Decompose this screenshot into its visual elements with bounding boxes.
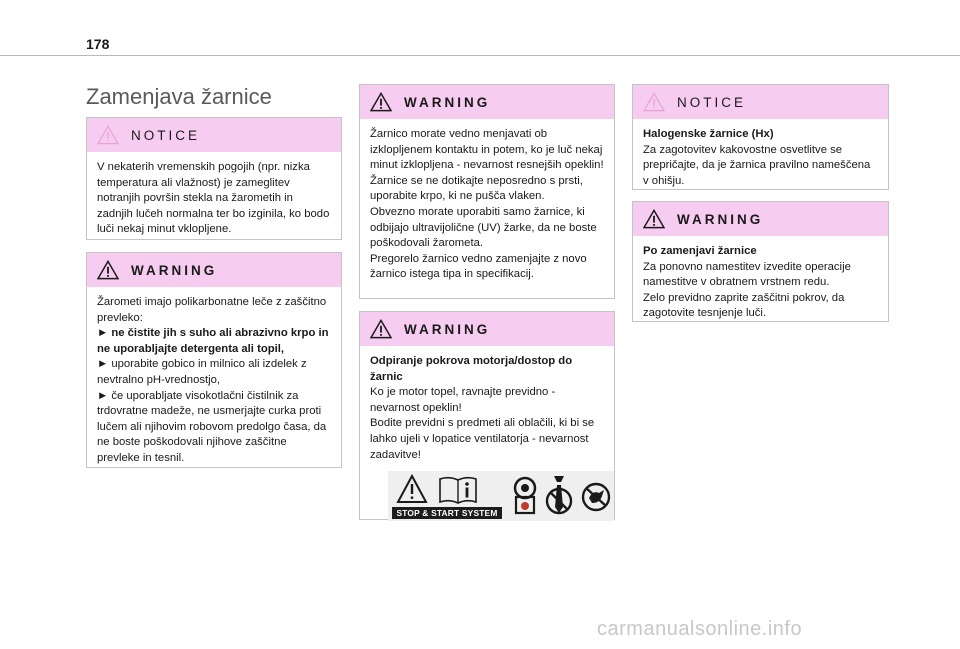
page-number: 178 xyxy=(86,36,110,52)
warning-text-reverse-order: Za ponovno namestitev izvedite operacije namestitve v obratnem vrstnem redu. xyxy=(643,260,851,289)
warning-title: Odpiranje pokrova motorja/dostop do žarnic xyxy=(370,355,573,383)
section-title: Zamenjava žarnice xyxy=(86,84,272,109)
notice-triangle-icon xyxy=(97,125,119,145)
watermark: carmanualsonline.info xyxy=(597,618,803,640)
warning-label: WARNING xyxy=(677,211,764,227)
safety-pictograms xyxy=(388,471,614,521)
warning-header xyxy=(633,202,888,236)
warning-bullet-sponge: ► uporabite gobico in milnico ali izdelek z nevtralno pH-vrednostjo, xyxy=(97,358,307,386)
manual-book-icon xyxy=(438,475,478,505)
warning-text-uv: Obvezno morate uporabiti samo žarnice, ki odbijajo ultravijolične (UV) žarke, da ne boste poškodovali žarometa. xyxy=(370,205,597,250)
no-tie-icon xyxy=(544,473,574,519)
notice-text: V nekaterih vremenskih pogojih (npr. nizka temperatura ali vlažnost) je zameglitev notranjih površin stekla na žarometih in zadnjih lučeh normalna ter bo izginila, ko bodo luči nekaj minut vklopljene. xyxy=(97,161,330,236)
warning-box-after-replacement xyxy=(632,201,889,322)
warning-bullet-pressure-washer: ► če uporabljate visokotlačni čistilnik za trdovratne madeže, ne usmerjajte curka proti lučem ali njihovim robovom predolgo časa, da ne boste poškodovali njihove zaščitne prevleke in tesnil. xyxy=(97,389,327,464)
warning-text-burns: Žarnico morate vedno menjavati ob izklopljenem kontaktu in potem, ko je luč nekaj minut izklopljena - nevarnost resnejših opeklin! xyxy=(370,128,604,172)
notice-label: NOTICE xyxy=(131,127,201,143)
notice-title: Halogenske žarnice (Hx) xyxy=(643,128,774,140)
stop-start-label: STOP & START SYSTEM xyxy=(392,507,502,519)
notice-triangle-icon xyxy=(643,92,665,112)
notice-body xyxy=(633,119,888,197)
notice-label: NOTICE xyxy=(677,94,747,110)
warning-text-close-cover: Zelo previdno zaprite zaščitni pokrov, da zagotovite tesnjenje luči. xyxy=(643,291,845,320)
warning-header xyxy=(87,253,341,287)
no-hand-fan-icon xyxy=(580,481,612,513)
warning-label: WARNING xyxy=(131,262,218,278)
notice-box-condensation xyxy=(86,117,342,240)
warning-intro: Žarometi imajo polikarbonatne leče z zaščitno prevleko: xyxy=(97,296,327,324)
warning-body xyxy=(633,236,888,330)
warning-box-bonnet xyxy=(359,311,615,520)
warning-text-no-touch: Žarnice se ne dotikajte neposredno s prsti, uporabite krpo, ki ne pušča vlaken. xyxy=(370,174,583,203)
fan-belt-icon xyxy=(512,475,538,519)
notice-header xyxy=(87,118,341,152)
warning-box-bulb-handling xyxy=(359,84,615,299)
notice-text: Za zagotovitev kakovostne osvetlitve se prepričajte, da je žarnica pravilno nameščena v ohišju. xyxy=(643,143,871,187)
warning-body xyxy=(360,346,614,529)
warning-label: WARNING xyxy=(404,321,491,337)
warning-header xyxy=(360,85,614,119)
warning-header xyxy=(360,312,614,346)
warning-text-fan: Bodite previdni s predmeti ali oblačili, ki bi se lahko ujeli v lopatice ventilatorja - nevarnost zadavitve! xyxy=(370,417,595,461)
warning-body xyxy=(87,287,341,475)
notice-header xyxy=(633,85,888,119)
header-divider xyxy=(0,55,960,56)
warning-triangle-icon xyxy=(370,319,392,339)
warning-bullet-no-dry-cloth: ► ne čistite jih s suho ali abrazivno krpo in ne uporabljajte detergenta ali topil, xyxy=(97,327,329,355)
warning-body xyxy=(360,119,614,291)
warning-triangle-icon xyxy=(643,209,665,229)
warning-label: WARNING xyxy=(404,94,491,110)
warning-text-same-type: Pregorelo žarnico vedno zamenjajte z novo žarnico istega tipa in specifikacij. xyxy=(370,252,587,281)
notice-body xyxy=(87,152,341,246)
notice-box-halogen xyxy=(632,84,889,190)
warning-title: Po zamenjavi žarnice xyxy=(643,245,757,257)
warning-box-polycarbonate xyxy=(86,252,342,468)
warning-text-hot-engine: Ko je motor topel, ravnajte previdno - nevarnost opeklin! xyxy=(370,386,556,414)
warning-triangle-icon xyxy=(370,92,392,112)
warning-triangle-icon xyxy=(396,474,428,504)
warning-triangle-icon xyxy=(97,260,119,280)
